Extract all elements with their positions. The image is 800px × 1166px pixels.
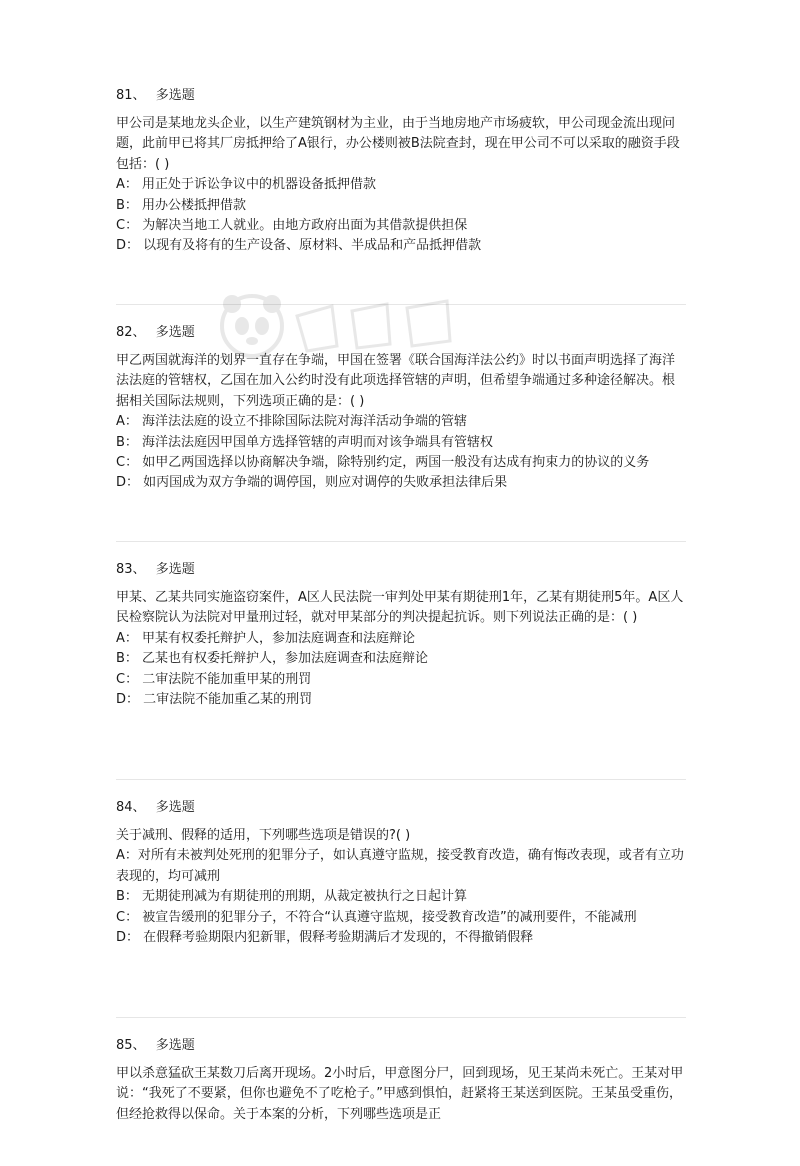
question-separator: 、 [132, 325, 146, 340]
option-b: B： 乙某也有权委托辩护人，参加法庭调查和法庭辩论 [116, 651, 429, 667]
option-b: B： 无期徒刑减为有期徒刑的刑期，从裁定被执行之日起计算 [116, 889, 468, 905]
question-type: 多选题 [155, 800, 195, 815]
question-type: 多选题 [155, 325, 195, 340]
question-separator: 、 [132, 562, 146, 577]
question-stem: 甲以杀意猛砍王某数刀后离开现场。2小时后，甲意图分尸，回到现场，见王某尚未死亡。王某对甲说：“我死了不要紧，但你也避免不了吃枪子。”甲感到惧怕，赶紧将王某送到医院。王某虽受重伤，但经抢救得以保命。关于本案的分析，下列哪些选项是正 [116, 1066, 684, 1122]
question-separator: 、 [132, 88, 146, 103]
question-type: 多选题 [155, 1038, 195, 1053]
question-83 [116, 560, 686, 780]
question-header [116, 560, 686, 580]
question-85 [116, 1036, 686, 1166]
option-c: C： 如甲乙两国选择以协商解决争端，除特别约定，两国一般没有达成有拘束力的协议的义务 [116, 455, 650, 471]
option-d: D： 以现有及将有的生产设备、原材料、半成品和产品抵押借款 [116, 238, 482, 254]
question-header [116, 323, 686, 343]
question-header [116, 86, 686, 106]
question-81 [116, 86, 686, 305]
option-b: B： 海洋法法庭因甲国单方选择管辖的声明而对该争端具有管辖权 [116, 434, 494, 450]
question-stem: 关于减刑、假释的适用，下列哪些选项是错误的?( ) [116, 828, 411, 843]
question-number: 83 [116, 562, 133, 577]
option-a: A：对所有未被判处死刑的犯罪分子，如认真遵守监规，接受教育改造，确有悔改表现，或者有立功表现的，均可减刑 [116, 848, 684, 884]
option-a: A： 海洋法法庭的设立不排除国际法院对海洋活动争端的管辖 [116, 414, 468, 430]
divider [116, 541, 686, 542]
question-separator: 、 [132, 1038, 146, 1053]
question-type: 多选题 [155, 88, 195, 103]
question-header [116, 1036, 686, 1056]
divider [116, 1017, 686, 1018]
option-c: C： 被宣告缓刑的犯罪分子，不符合“认真遵守监规，接受教育改造”的减刑要件，不能减刑 [116, 909, 637, 925]
question-stem: 甲公司是某地龙头企业，以生产建筑钢材为主业，由于当地房地产市场疲软，甲公司现金流出现问题，此前甲已将其厂房抵押给了A银行，办公楼则被B法院查封，现在甲公司不可以采取的融资手段包括：( ) [116, 116, 680, 172]
question-number: 85 [116, 1038, 133, 1053]
question-header [116, 798, 686, 818]
question-separator: 、 [132, 800, 146, 815]
question-stem: 甲乙两国就海洋的划界一直存在争端，甲国在签署《联合国海洋法公约》时以书面声明选择了海洋法法庭的管辖权，乙国在加入公约时没有此项选择管辖的声明，但希望争端通过多种途径解决。根据相关国际法规则，下列选项正确的是：( ) [116, 353, 676, 409]
question-stem: 甲某、乙某共同实施盗窃案件，A区人民法院一审判处甲某有期徒刑1年，乙某有期徒刑5年。A区人民检察院认为法院对甲量刑过轻，就对甲某部分的判决提起抗诉。则下列说法正确的是：( ) [116, 590, 684, 626]
option-a: A： 甲某有权委托辩护人，参加法庭调查和法庭辩论 [116, 630, 416, 646]
question-number: 84 [116, 800, 133, 815]
question-84 [116, 798, 686, 1018]
option-d: D： 在假释考验期限内犯新罪，假释考验期满后才发现的，不得撤销假释 [116, 930, 534, 946]
question-82 [116, 323, 686, 542]
question-number: 82 [116, 325, 133, 340]
option-b: B： 用办公楼抵押借款 [116, 197, 247, 213]
option-a: A： 用正处于诉讼争议中的机器设备抵押借款 [116, 177, 377, 193]
question-type: 多选题 [155, 562, 195, 577]
option-c: C： 二审法院不能加重甲某的刑罚 [116, 671, 312, 687]
divider [116, 779, 686, 780]
option-d: D： 如丙国成为双方争端的调停国，则应对调停的失败承担法律后果 [116, 475, 508, 491]
option-d: D： 二审法院不能加重乙某的刑罚 [116, 692, 313, 708]
option-c: C： 为解决当地工人就业。由地方政府出面为其借款提供担保 [116, 218, 468, 234]
divider [116, 304, 686, 305]
question-list [116, 84, 686, 1166]
question-number: 81 [116, 88, 133, 103]
